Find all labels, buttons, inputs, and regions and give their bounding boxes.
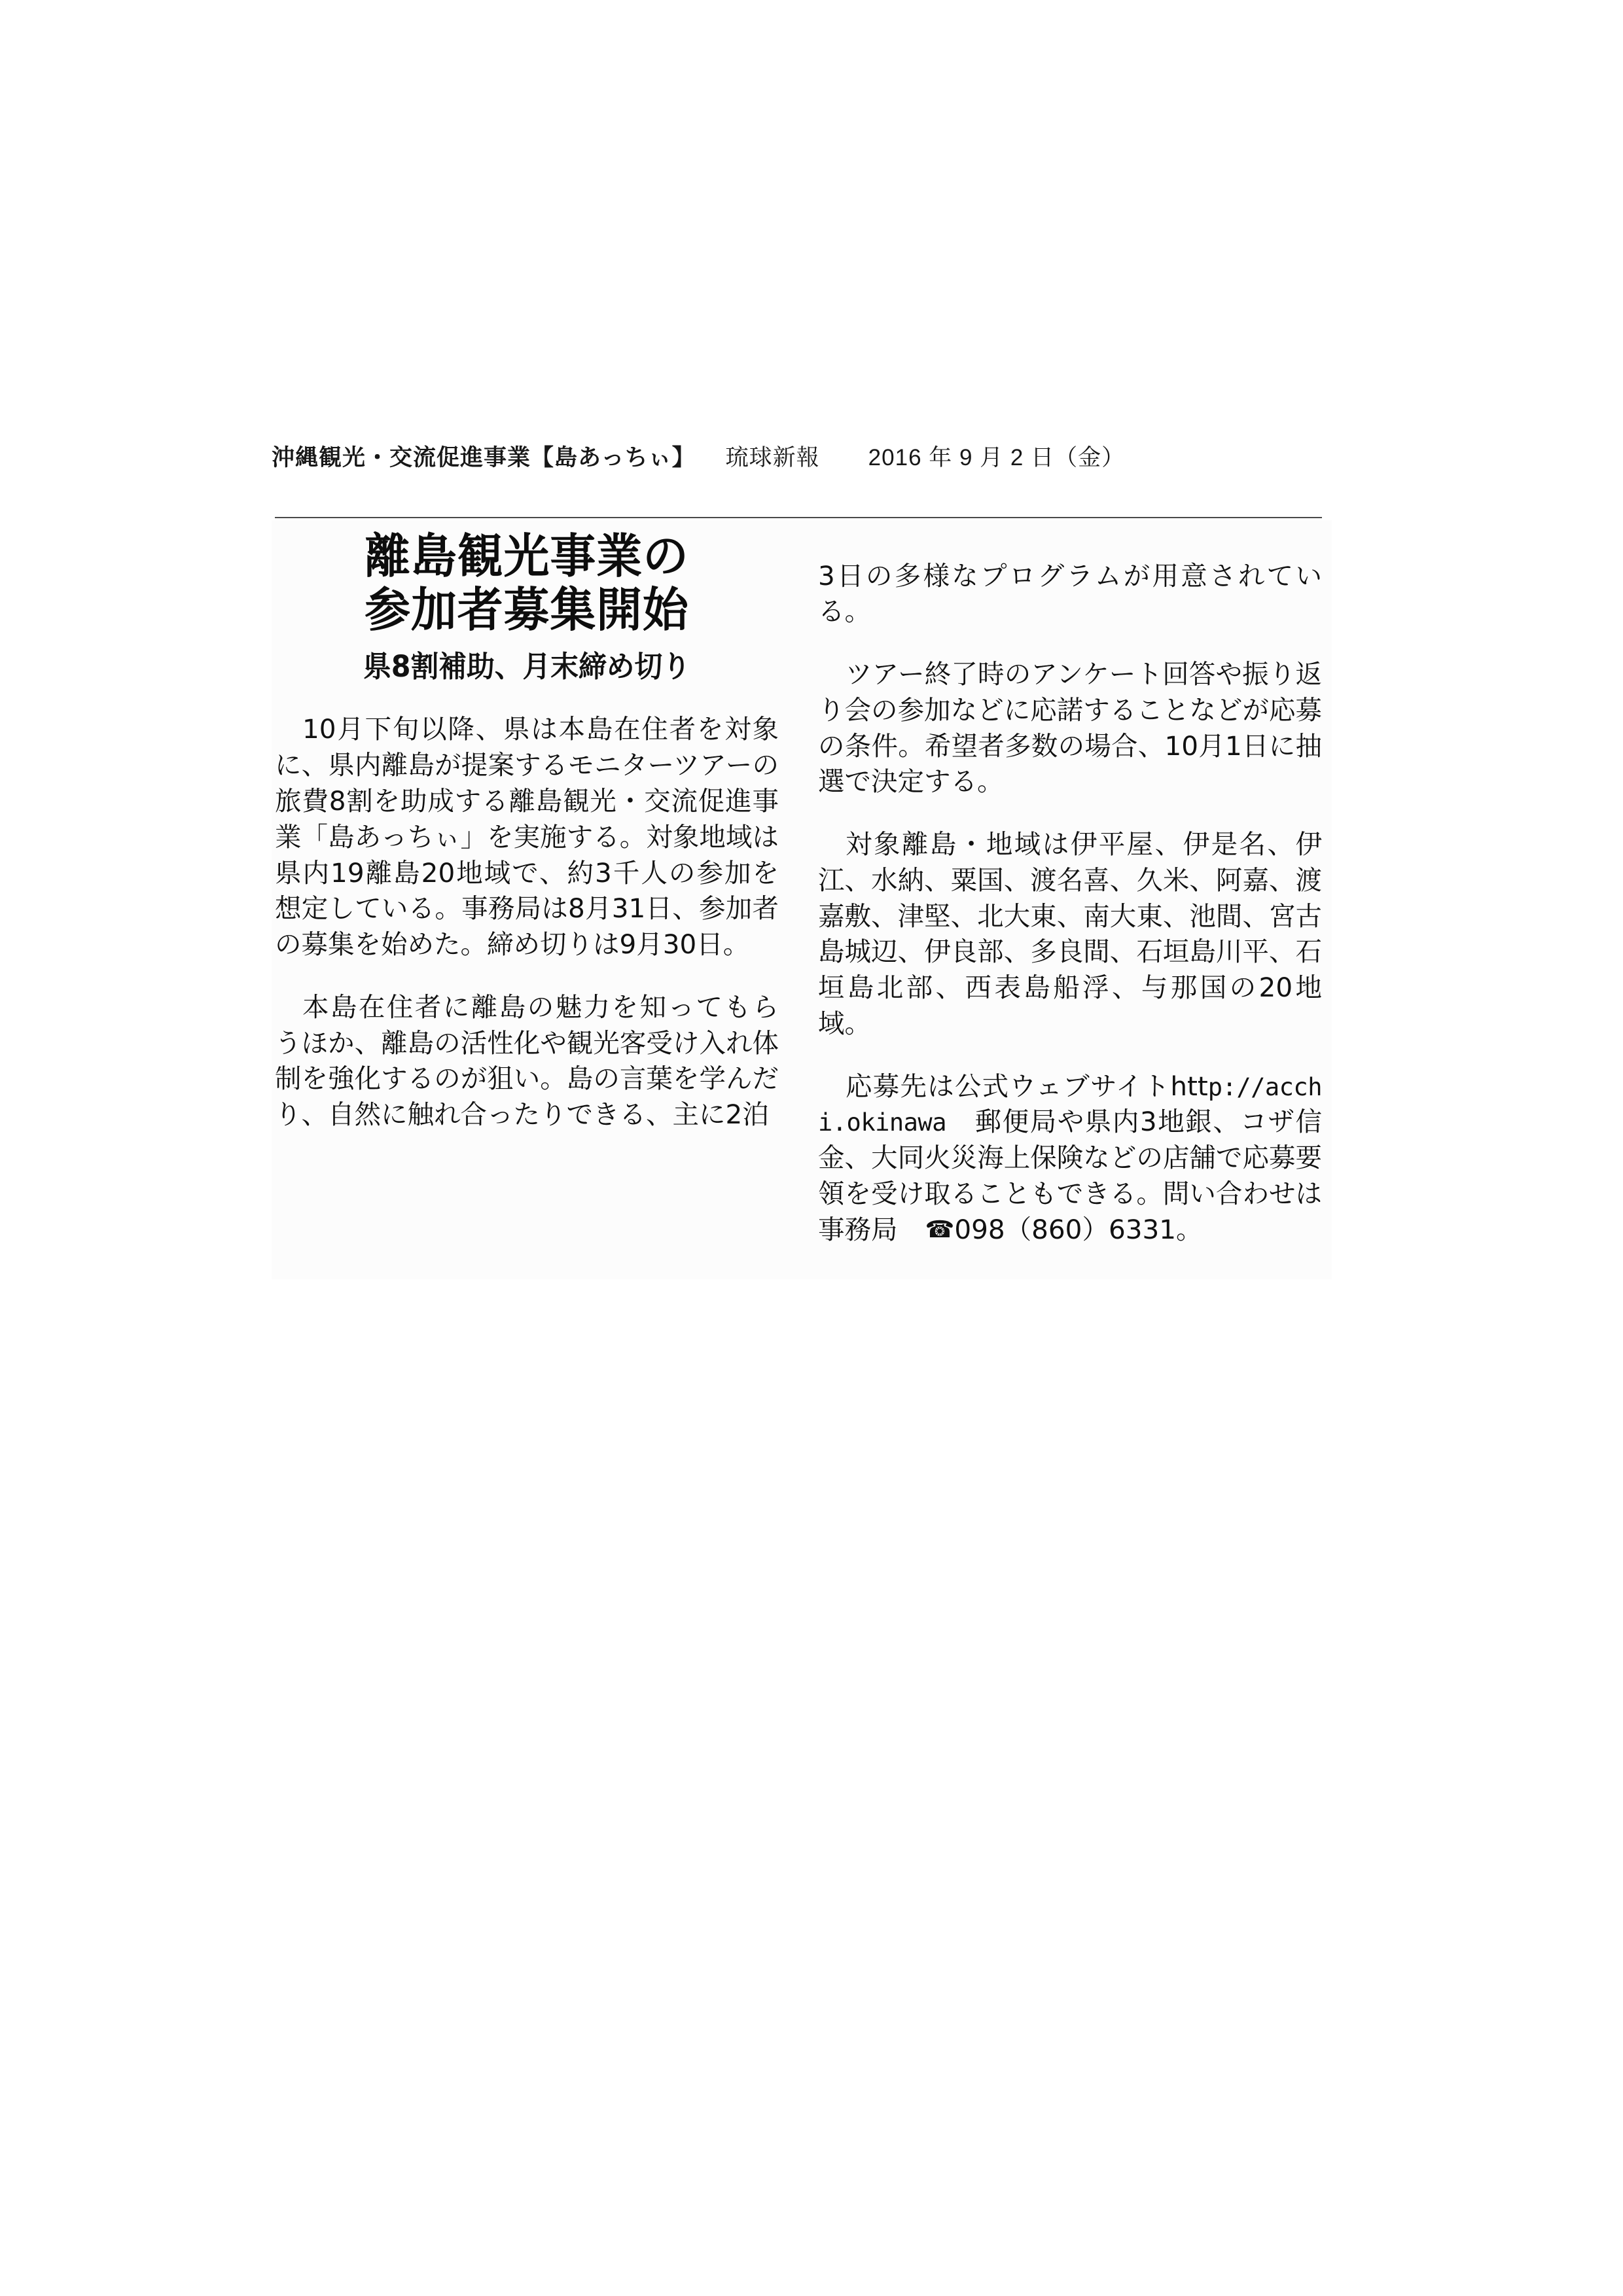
article-headline xyxy=(275,531,779,636)
contact-mid-text: 郵便局や県内3地銀、コザ信金、大同火災海上保険などの店舗で応募要領を受け取ることもできる。問い合わせは事務局 xyxy=(818,1106,1322,1245)
paragraph-contact xyxy=(818,1069,1322,1248)
telephone-icon: ☎ xyxy=(925,1216,955,1243)
paragraph: 対象離島・地域は伊平屋、伊是名、伊江、水納、粟国、渡名喜、久米、阿嘉、渡嘉敷、津堅、北大東、南大東、池間、宮古島城辺、伊良部、多良間、石垣島川平、石垣島北部、西表島船浮、与那国の20地域。 xyxy=(818,828,1322,1040)
article-subheadline: 県8割補助、月末締め切り xyxy=(363,648,690,684)
headline-line-1: 離島観光事業の xyxy=(365,529,689,584)
paragraph: 本島在住者に離島の魅力を知ってもらうほか、離島の活性化や観光客受け入れ体制を強化するのが狙い。島の言葉を学んだり、自然に触れ合ったりできる、主に2泊 xyxy=(275,991,779,1131)
paragraph: 10月下旬以降、県は本島在住者を対象に、県内離島が提案するモニターツアーの旅費8割を助成する離島観光・交流促進事業「島あっちぃ」を実施する。対象地域は県内19離島20地域で、約3千人の参加を想定している。事務局は8月31日、参加者の募集を始めた。締め切りは9月30日。 xyxy=(275,713,779,961)
paragraph: 3日の多様なプログラムが用意されている。 xyxy=(818,559,1322,627)
contact-url: p://acchi.okinawa xyxy=(818,1072,1322,1137)
headline-line-2: 参加者募集開始 xyxy=(365,582,689,637)
paragraph: ツアー終了時のアンケート回答や振り返り会の参加などに応諾することなどが応募の条件。希望者多数の場合、10月1日に抽選で決定する。 xyxy=(818,658,1322,798)
article-column-right xyxy=(818,531,1322,1274)
newspaper-clipping xyxy=(275,531,1329,1264)
article-column-left xyxy=(275,531,779,1159)
header-divider-rule xyxy=(275,517,1322,518)
contact-phone-number: 098（860）6331。 xyxy=(954,1214,1203,1245)
article-body-left xyxy=(275,711,779,1133)
contact-prefix-text: 応募先は公式ウェブサイトhtt xyxy=(846,1070,1208,1102)
article-body-right xyxy=(818,558,1322,1248)
header-newspaper-name: 琉球新報 xyxy=(725,445,820,470)
header-project-title: 沖縄観光・交流促進事業【島あっちぃ】 xyxy=(272,445,696,470)
header-publication-date: 2016 年 9 月 2 日（金） xyxy=(868,445,1126,470)
document-header xyxy=(272,440,1384,472)
